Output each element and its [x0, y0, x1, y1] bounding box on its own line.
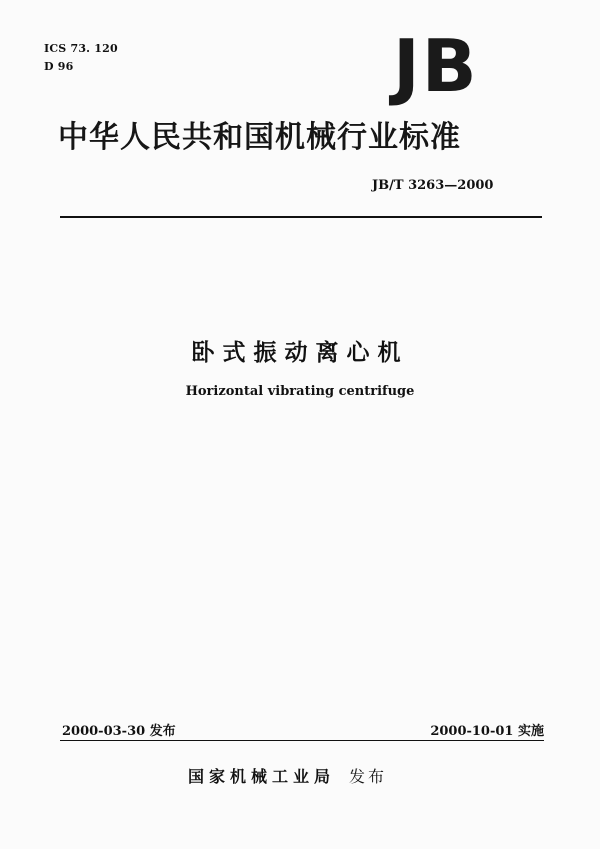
issuer-line	[188, 764, 387, 787]
issuer-action: 发布	[349, 767, 388, 786]
publish-date: 2000-03-30 发布	[62, 724, 176, 739]
document-title-english: Horizontal vibrating centrifuge	[185, 384, 415, 399]
jb-logo: JB	[393, 24, 479, 108]
footer-divider	[60, 740, 544, 741]
issuer-name: 国家机械工业局	[188, 767, 336, 786]
implement-date: 2000-10-01 实施	[430, 724, 544, 739]
header-divider	[60, 216, 542, 218]
standard-category-title: 中华人民共和国机械行业标准	[58, 120, 461, 155]
standard-number: JB/T 3263—2000	[372, 178, 494, 193]
document-title-chinese: 卧式振动离心机	[191, 340, 409, 366]
classification-code: D 96	[44, 60, 74, 73]
ics-code: ICS 73. 120	[44, 42, 118, 55]
